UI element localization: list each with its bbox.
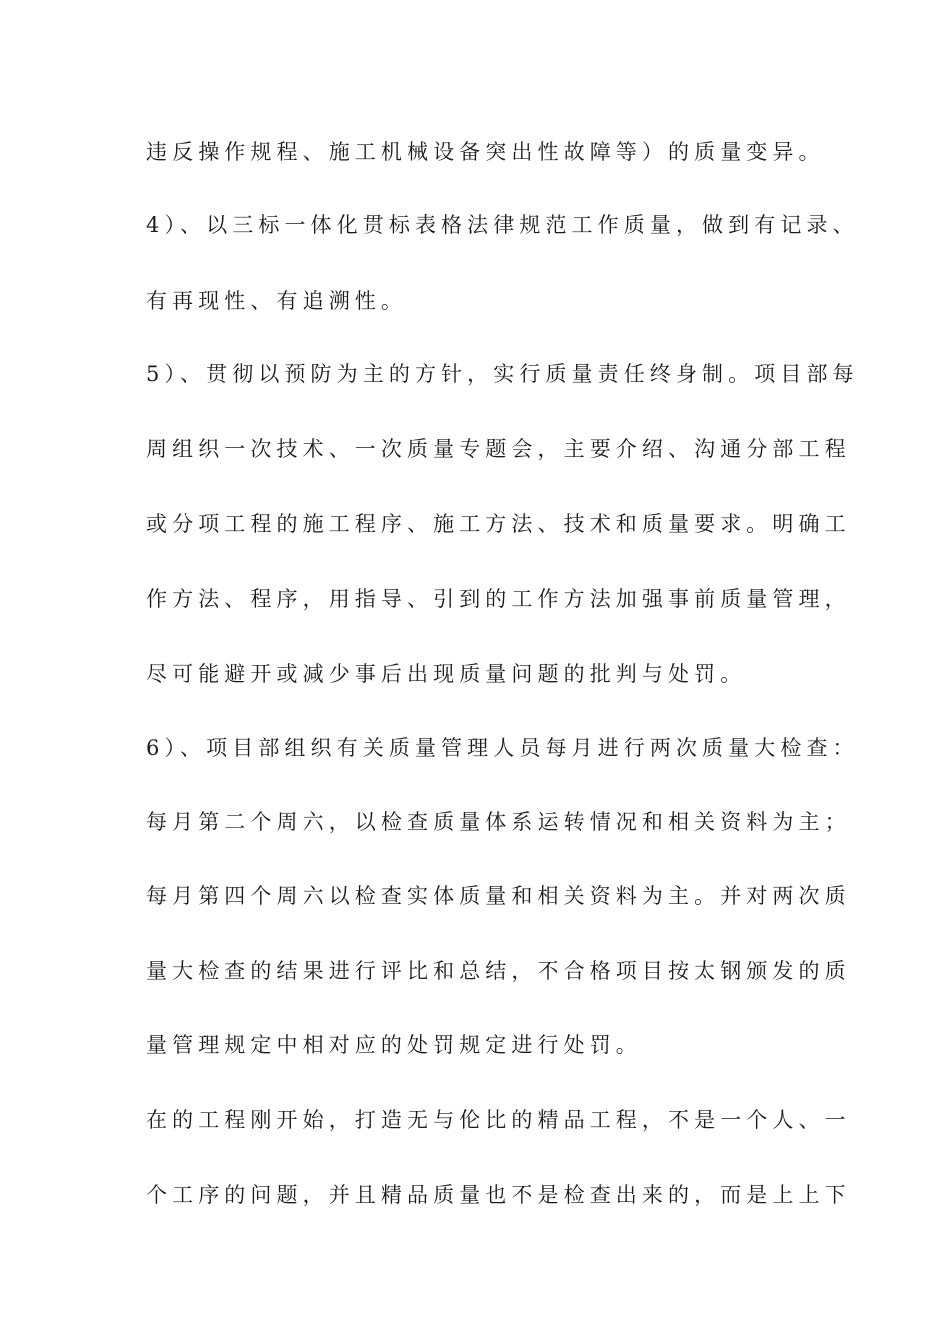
text-line: 每月第二个周六，以检查质量体系运转情况和相关资料为主； bbox=[146, 810, 851, 834]
text-line: 5）、贯彻以预防为主的方针，实行质量责任终身制。项目部每 bbox=[146, 362, 859, 386]
text-line: 量管理规定中相对应的处罚规定进行处罚。 bbox=[146, 1033, 642, 1057]
text-line: 在的工程刚开始，打造无与伦比的精品工程，不是一个人、一 bbox=[146, 1108, 851, 1132]
text-line: 每月第四个周六以检查实体质量和相关资料为主。并对两次质 bbox=[146, 884, 851, 908]
text-line: 尽可能避开或减少事后出现质量问题的批判与处罚。 bbox=[146, 662, 747, 686]
text-line: 周组织一次技术、一次质量专题会，主要介绍、沟通分部工程 bbox=[146, 437, 851, 461]
text-line: 个工序的问题，并且精品质量也不是检查出来的，而是上上下 bbox=[146, 1183, 851, 1207]
text-line: 4）、以三标一体化贯标表格法律规范工作质量，做到有记录、 bbox=[146, 213, 859, 237]
text-line: 有再现性、有追溯性。 bbox=[146, 289, 407, 313]
text-line: 量大检查的结果进行评比和总结，不合格项目按太钢颁发的质 bbox=[146, 959, 851, 983]
text-line: 违反操作规程、施工机械设备突出性故障等）的质量变异。 bbox=[146, 140, 825, 164]
text-line: 作方法、程序，用指导、引到的工作方法加强事前质量管理， bbox=[146, 587, 851, 611]
text-line: 或分项工程的施工程序、施工方法、技术和质量要求。明确工 bbox=[146, 512, 851, 536]
text-line: 6）、项目部组织有关质量管理人员每月进行两次质量大检查： bbox=[146, 736, 859, 760]
